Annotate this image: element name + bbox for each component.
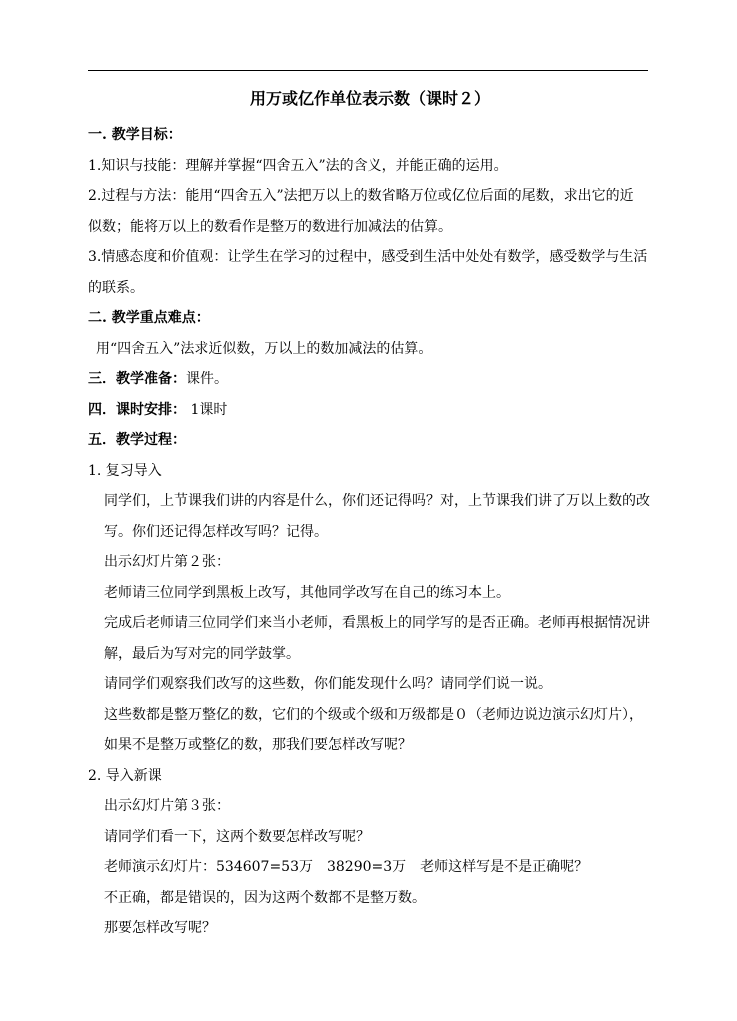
document-line: 出示幻灯片第２张： — [104, 554, 230, 570]
document-lines — [88, 120, 652, 944]
document-line: 出示幻灯片第３张： — [104, 798, 230, 814]
document-line: 请同学们观察我们改写的这些数，你们能发现什么吗？请同学们说一说。 — [104, 676, 552, 692]
document-title: 用万或亿作单位表示数（课时２） — [249, 89, 490, 108]
section-value: 课件。 — [186, 371, 228, 387]
document-line: 3.情感态度和价值观：让学生在学习的过程中，感受到生活中处处有数学，感受数学与生活 — [88, 249, 648, 265]
document-line: 请同学们看一下，这两个数要怎样改写呢？ — [104, 828, 370, 845]
document-line: 2.过程与方法：能用“四舍五入”法把万以上的数省略万位或亿位后面的尾数，求出它的近 — [88, 188, 634, 204]
document-line: 老师演示幻灯片：534607=53万 38290=3万 老师这样写是不是正确呢？ — [104, 859, 589, 875]
document-line: 这些数都是整万整亿的数，它们的个级或个级和万级都是０（老师边说边演示幻灯片）， — [104, 706, 643, 723]
section-heading: 四．课时安排： — [88, 401, 186, 418]
document-line: 完成后老师请三位同学们来当小老师，看黑板上的同学写的是否正确。老师再根据情况讲 — [104, 615, 650, 631]
document-body — [88, 86, 652, 944]
document-line: 老师请三位同学到黑板上改写，其他同学改写在自己的练习本上。 — [104, 584, 510, 601]
document-line: 五．教学过程： — [88, 432, 186, 448]
document-line: 的联系。 — [88, 279, 144, 296]
document-line: 似数；能将万以上的数看作是整万的数进行加减法的估算。 — [88, 218, 452, 235]
section-heading: 三．教学准备： — [88, 371, 186, 387]
document-line: 写。你们还记得怎样改写吗？记得。 — [104, 523, 328, 540]
document-line: 一. 教学目标： — [88, 127, 182, 143]
document-line: 同学们，上节课我们讲的内容是什么，你们还记得吗？对，上节课我们讲了万以上数的改 — [104, 493, 650, 509]
document-line: 如果不是整万或整亿的数，那我们要怎样改写呢？ — [104, 737, 412, 753]
document-line: 那要怎样改写呢？ — [104, 920, 216, 936]
document-line — [88, 364, 652, 395]
document-line: 用“四舍五入”法求近似数，万以上的数加减法的估算。 — [96, 340, 433, 357]
document-line: 二. 教学重点难点： — [88, 310, 210, 326]
section-value: 1课时 — [186, 401, 228, 418]
document-line: 不正确，都是错误的，因为这两个数都不是整万数。 — [104, 889, 426, 906]
document-line: 解，最后为写对完的同学鼓掌。 — [104, 645, 300, 662]
document-line: 1. 复习导入 — [88, 462, 162, 479]
document-line: 2. 导入新课 — [88, 767, 162, 784]
document-line: 1.知识与技能：理解并掌握“四舍五入”法的含义，并能正确的运用。 — [88, 157, 508, 174]
document-line — [88, 395, 652, 426]
header-rule — [88, 70, 648, 71]
